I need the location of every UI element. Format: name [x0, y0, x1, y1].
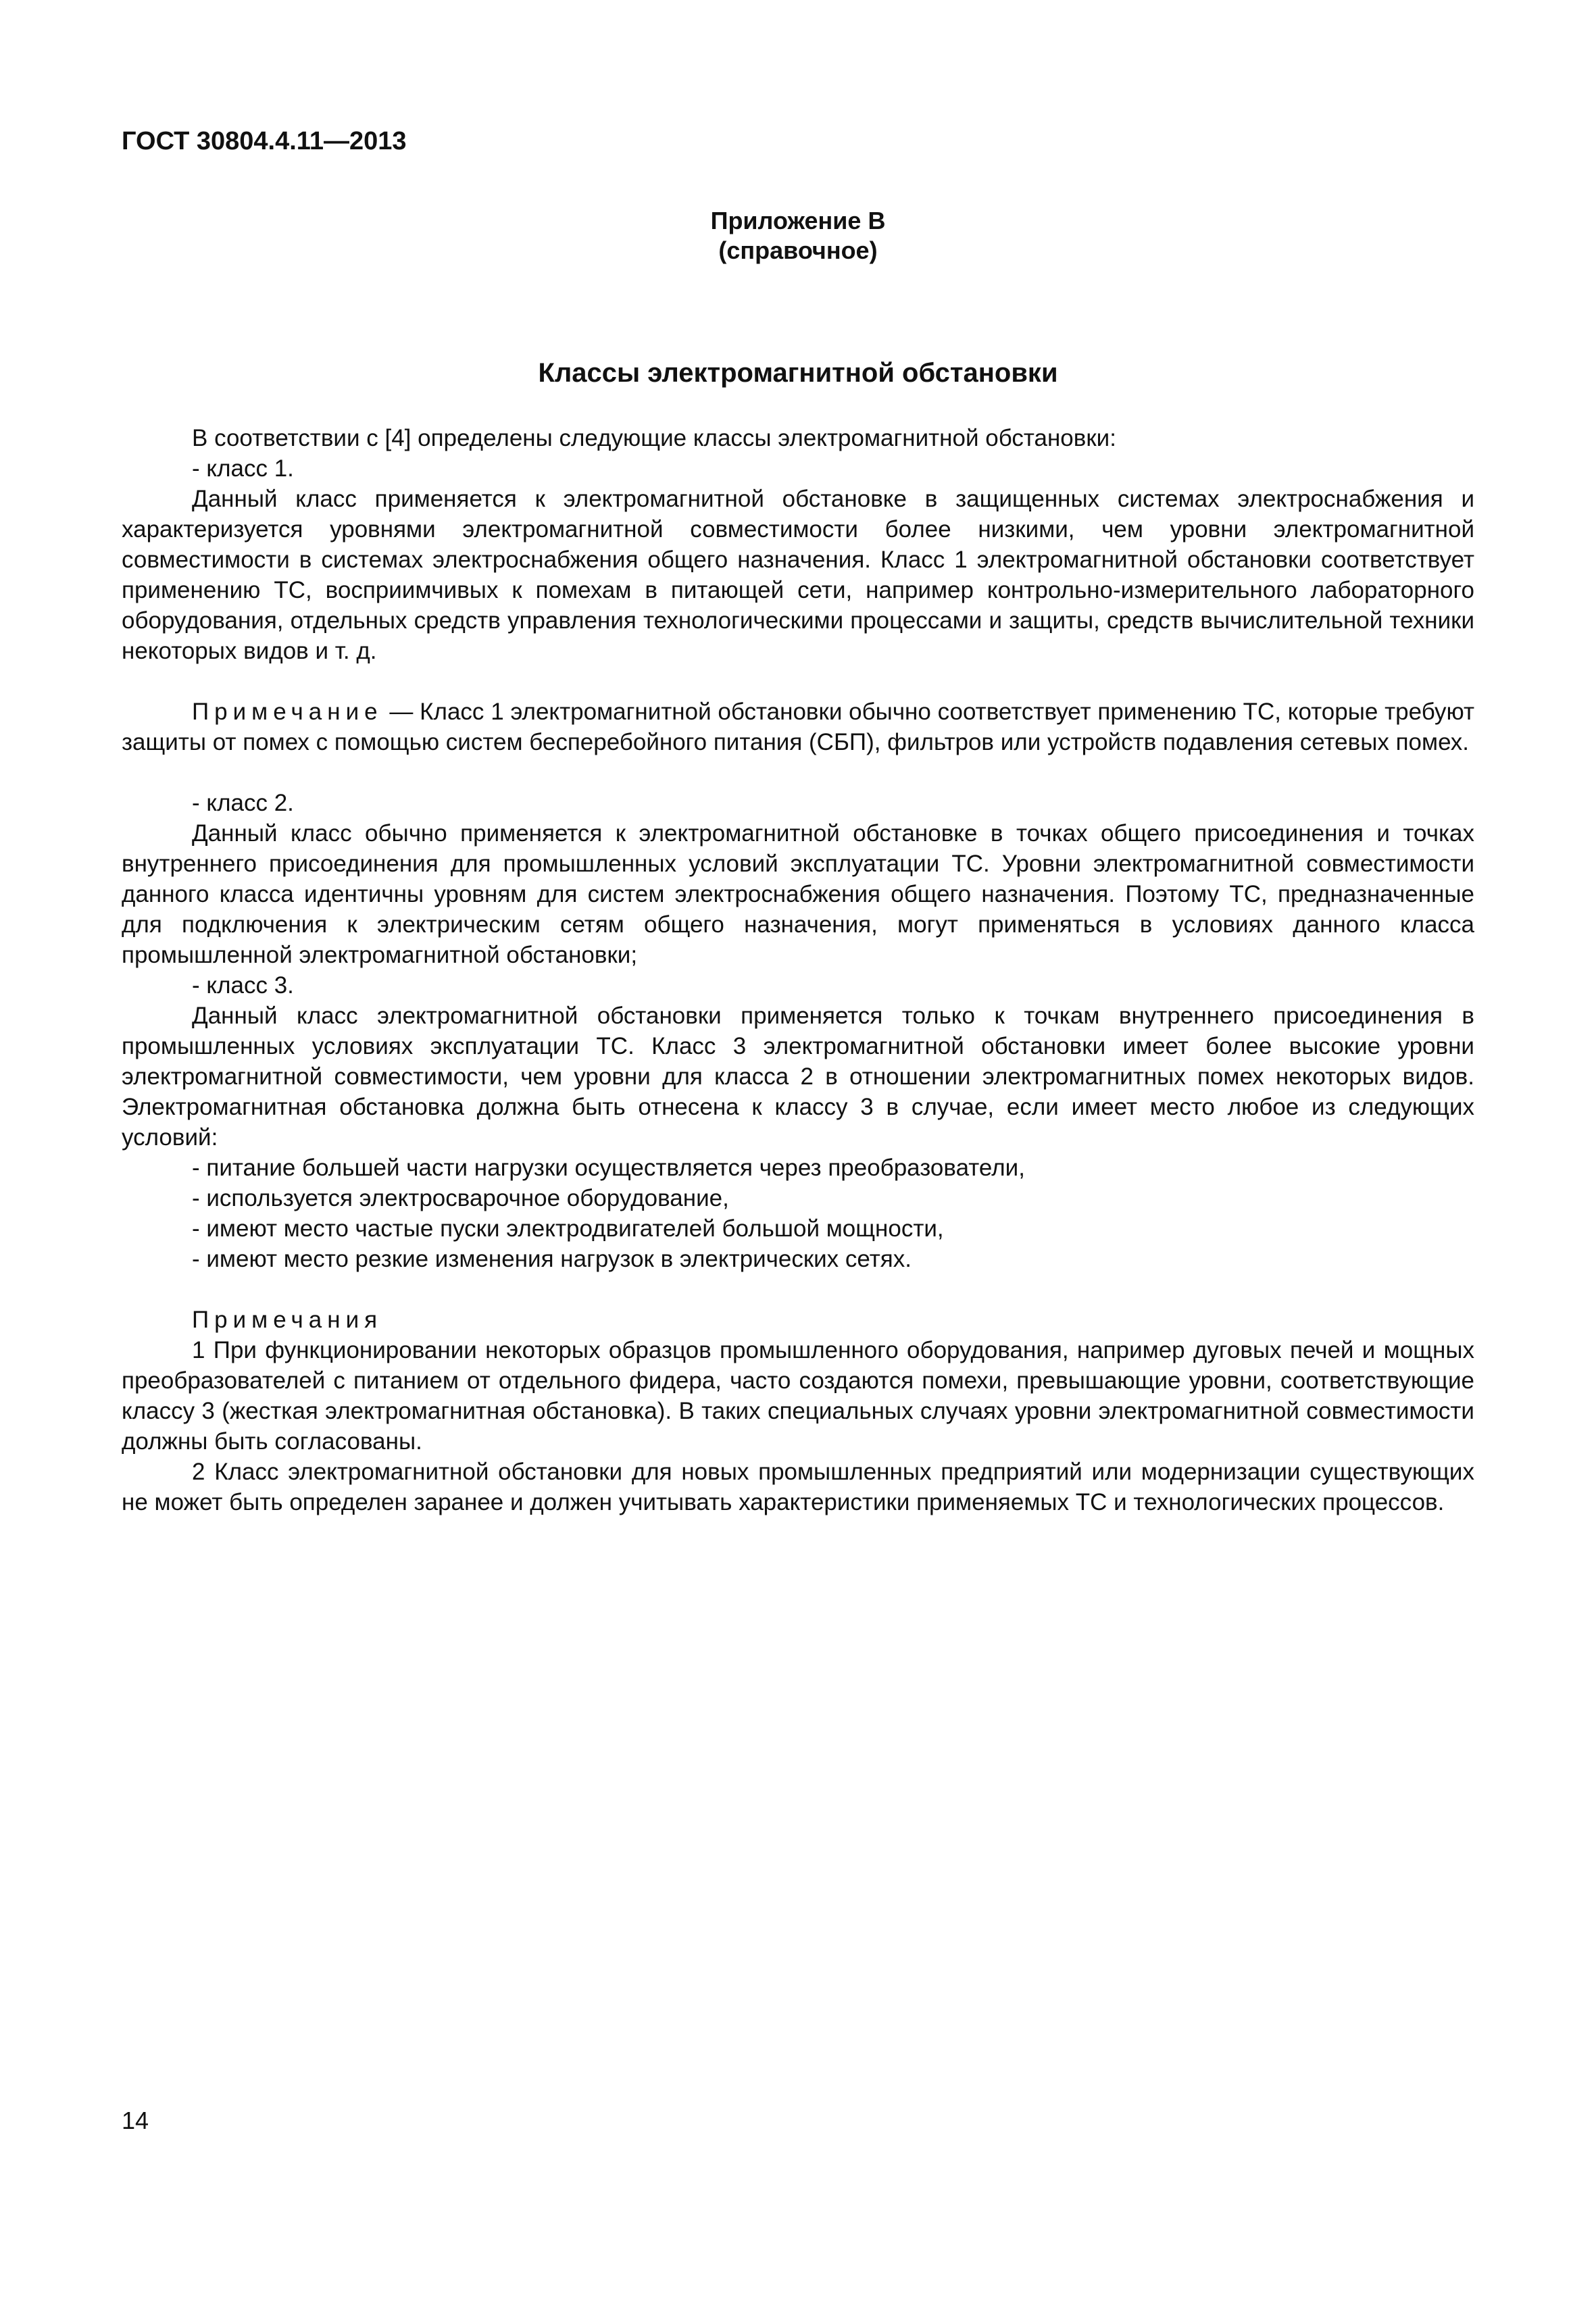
- condition-item: - питание большей части нагрузки осуществляется через преобразователи,: [192, 1155, 1025, 1181]
- note-item-2: 2 Класс электромагнитной обстановки для новых промышленных предприятий или модернизации существующих не может быть определен заранее и должен учитывать характеристики применяемых ТС и технологических процессов.: [122, 1459, 1474, 1515]
- note-1-label: Примечание: [192, 699, 383, 725]
- class-1-description: Данный класс применяется к электромагнитной обстановке в защищенных системах электроснабжения и характеризуется уровнями электромагнитной совместимости более низкими, чем уровни электромагнитной совместимости в системах электроснабжения общего назначения. Класс 1 электромагнитной обстановки соответствует применению ТС, восприимчивых к помехам в питающей сети, например контрольно-измерительного лабораторного оборудования, отдельных средств управления технологическими процессами и защиты, средств вычислительной техники некоторых видов и т. д.: [122, 486, 1474, 664]
- class-2-description: Данный класс обычно применяется к электромагнитной обстановке в точках общего присоединения и точках внутреннего присоединения для промышленных условий эксплуатации ТС. Уровни электромагнитной совместимости данного класса идентичны уровням для систем электроснабжения общего назначения. Поэтому ТС, предназначенные для подключения к электрическим сетям общего назначения, могут применяться в условиях данного класса промышленной электромагнитной обстановки;: [122, 820, 1474, 968]
- document-body: [122, 423, 1474, 1517]
- page-number: 14: [122, 2107, 149, 2134]
- class-3-description: Данный класс электромагнитной обстановки применяется только к точкам внутреннего присоединения в промышленных условиях эксплуатации ТС. Класс 3 электромагнитной обстановки имеет более высокие уровни электромагнитной совместимости, чем уровни для класса 2 в отношении электромагнитных помех некоторых видов. Электромагнитная обстановка должна быть отнесена к классу 3 в случае, если имеет место любое из следующих условий:: [122, 1003, 1474, 1151]
- condition-item: - используется электросварочное оборудование,: [192, 1185, 729, 1211]
- appendix-type: (справочное): [718, 236, 878, 264]
- section-title: Классы электромагнитной обстановки: [538, 358, 1058, 388]
- notes-heading: [122, 1305, 1474, 1335]
- document-code: ГОСТ 30804.4.11—2013: [122, 127, 407, 155]
- intro-paragraph: В соответствии с [4] определены следующие классы электромагнитной обстановки:: [192, 425, 1116, 451]
- condition-item: - имеют место частые пуски электродвигателей большой мощности,: [192, 1215, 944, 1242]
- note-item-1: 1 При функционировании некоторых образцов промышленного оборудования, например дуговых печей и мощных преобразователей с питанием от отдельного фидера, часто создаются помехи, превышающие уровни, соответствующие классу 3 (жесткая электромагнитная обстановка). В таких специальных случаях уровни электромагнитной совместимости должны быть согласованы.: [122, 1337, 1474, 1455]
- class-2-item: - класс 2.: [192, 790, 294, 816]
- note-1-paragraph: [122, 697, 1474, 757]
- note-1-text: — Класс 1 электромагнитной обстановки обычно соответствует применению ТС, которые требуют защиты от помех с помощью систем бесперебойного питания (СБП), фильтров или устройств подавления сетевых помех.: [122, 699, 1474, 755]
- class-3-item: - класс 3.: [192, 972, 294, 999]
- notes-label: Примечания: [192, 1307, 383, 1333]
- appendix-title: Приложение В: [710, 207, 886, 234]
- class-1-item: - класс 1.: [192, 455, 294, 482]
- condition-item: - имеют место резкие изменения нагрузок в электрических сетях.: [192, 1246, 912, 1272]
